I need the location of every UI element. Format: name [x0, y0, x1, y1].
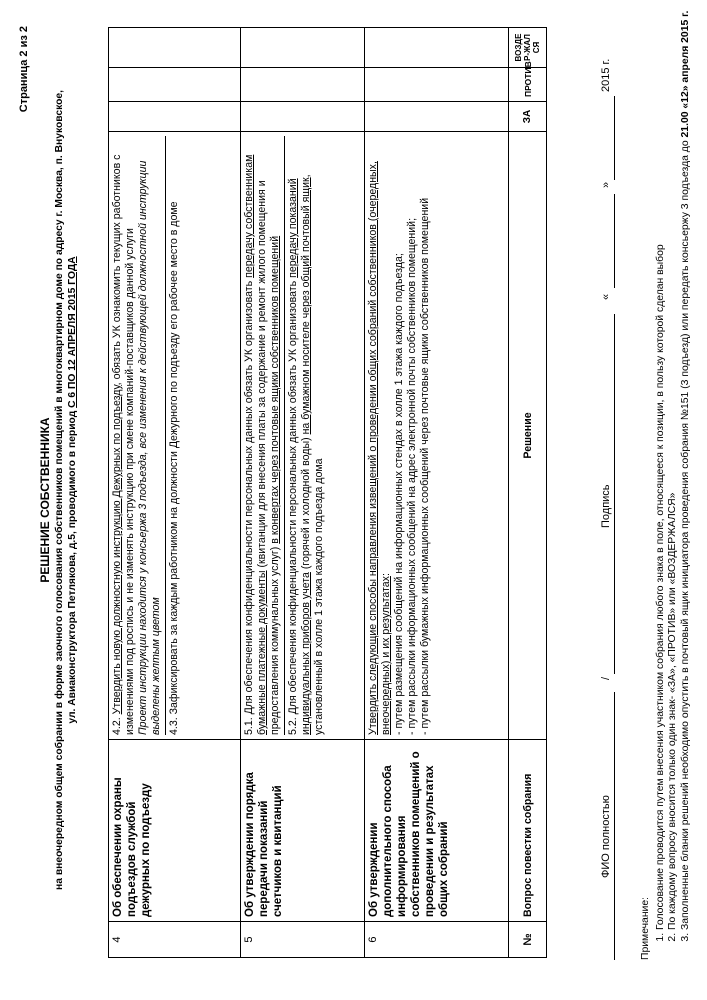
- decision-text-underlined: передачу показаний индивидуальных приборов учета: [287, 178, 312, 735]
- vote-box-za[interactable]: [241, 102, 365, 132]
- vote-box-protiv[interactable]: [365, 68, 509, 102]
- notes-section: [640, 11, 692, 960]
- page-title: РЕШЕНИЕ СОБСТВЕННИКА: [38, 417, 52, 583]
- row-number: 4: [109, 922, 241, 958]
- vote-box-vozd[interactable]: [109, 28, 241, 68]
- vote-box-protiv[interactable]: [109, 68, 241, 102]
- header-za: ЗА: [509, 102, 547, 132]
- notes-heading: Примечание:: [640, 896, 651, 960]
- decision-item: [367, 136, 393, 735]
- decision-bullet: - путем рассылки информационных сообщений на адрес электронной почты собственников помещений;: [406, 217, 418, 735]
- subtitle-line-1: на внеочередном общем собрании в форме заочного голосования собственников помещений в многоквартирном доме по адресу г. Москва, п. Внуковское,: [54, 90, 65, 890]
- question-cell: Об утверждении порядка передачи показаний счетчиков и квитанций: [241, 740, 365, 922]
- note-item: 2. По каждому вопросу вносится только один знак- «ЗА», «ПРОТИВ» или «ВОЗДЕРЖАЛСЯ»: [667, 11, 680, 930]
- decision-text: :: [380, 573, 392, 577]
- decision-text: , установленный в холле 1 этажа каждого подъезда дома: [300, 174, 325, 735]
- subtitle-address: ул. Авиаконструктора Петлякова, д.5, проводимого в период: [67, 407, 78, 724]
- header-decision: Решение: [509, 132, 547, 740]
- vote-box-za[interactable]: [365, 102, 509, 132]
- date-year: 2015 г.: [600, 58, 612, 92]
- note-item: 1. Голосование проводится путем внесения участником собрания любого знака в поле, относящееся к позиции, в пользу которой сделан выбор: [655, 11, 668, 930]
- decision-text: (квитанции для внесения платы за содержание и ремонт жилого помещения и предоставления коммунальных услуг): [256, 180, 281, 735]
- row-number: 5: [241, 922, 365, 958]
- decision-bullet: - путем рассылки бумажных информационных сообщений через почтовые ящики собственников помещений: [419, 197, 431, 735]
- decision-item: [287, 136, 328, 735]
- vote-box-vozd[interactable]: [241, 28, 365, 68]
- header-vozd: ВОЗДЕР-ЖАЛСЯ: [509, 28, 547, 68]
- decision-item: [243, 136, 285, 735]
- vote-box-vozd[interactable]: [365, 28, 509, 68]
- table-row: [241, 28, 365, 958]
- note-text: Заполненные бланки решений необходимо опустить в почтовый ящик инициатора проведения собрания №151 (3 подъезд) или передать консьержу 3 подъезда до: [679, 137, 691, 930]
- subtitle-line-2: [66, 40, 79, 940]
- decision-text-underlined: Утвердить следующие способы направления извещений о проведении общих собраний собственников (очередных, внеочередных) и их результатах: [367, 161, 392, 735]
- date-open-quote: «: [600, 293, 612, 300]
- voting-table: [108, 27, 547, 958]
- decision-text: (горячей и холодной воды): [300, 434, 312, 573]
- decision-text-underlined: Утвердить новую должностную инструкцию Дежурных по подъезду: [111, 385, 123, 715]
- signature-line[interactable]: [614, 314, 615, 674]
- decision-item: [111, 136, 166, 735]
- date-day-line[interactable]: [614, 194, 615, 288]
- decision-text-underlined: передачу собственникам бумажные платежные документы: [243, 154, 268, 735]
- subtitle-period: С 6 ПО 12 АПРЕЛЯ 2015 ГОДА: [67, 256, 78, 408]
- table-row: [109, 28, 241, 958]
- header-question: Вопрос повестки собрания: [509, 740, 547, 922]
- decision-text: 5.1. Для обеспечения конфиденциальности персональных данных обязать УК организовать: [243, 277, 255, 735]
- header-number: №: [509, 922, 547, 958]
- decision-text-underlined: на бумажном носителе через общий почтовый ящик: [300, 177, 312, 435]
- fio-line[interactable]: [614, 692, 615, 960]
- vote-box-protiv[interactable]: [241, 68, 365, 102]
- decision-text: 5.2. Для обеспечения конфиденциальности персональных данных обязать УК организовать: [287, 277, 299, 735]
- date-close-quote: »: [600, 181, 612, 188]
- note-item: [680, 11, 693, 930]
- header-protiv: ПРОТИВ: [509, 68, 547, 102]
- decision-item: 4.3. Зафиксировать за каждым работником на должности Дежурного по подъезду его рабочее место в доме: [168, 201, 180, 735]
- note-deadline: 21.00 «12» апреля 2015 г.: [679, 10, 691, 138]
- signature-slash: /: [600, 676, 612, 680]
- question-cell: Об обеспечении охраны подъездов службой дежурных по подъезду: [109, 740, 241, 922]
- decision-text-underlined: в конвертах через почтовые ящики собственников помещений: [269, 235, 281, 544]
- decision-bullet: - путем размещения сообщений на информационных стендах в холле 1 этажа каждого подъезда;: [393, 253, 405, 735]
- page-subtitle: [53, 40, 79, 940]
- signature-sign-label: Подпись: [600, 484, 612, 528]
- row-number: 6: [365, 922, 509, 958]
- vote-box-za[interactable]: [109, 102, 241, 132]
- decision-cell: [241, 132, 365, 740]
- decision-cell: [109, 132, 241, 740]
- page-number: Страница 2 из 2: [18, 26, 30, 113]
- decision-text: 4.2.: [111, 714, 123, 735]
- decision-text: , обязать УК ознакомить текущих работников с изменениями под роспись и не изменять инструкцию при смене компаний-поставщиков данной услуги: [111, 154, 136, 735]
- question-cell: Об утверждении дополнительного способа информирования собственников помещений о проведении и результатах общих собраний: [365, 740, 509, 922]
- table-header-row: [509, 28, 547, 958]
- notes-list: [655, 11, 693, 960]
- decision-cell: [365, 132, 509, 740]
- table-row: [365, 28, 509, 958]
- decision-note-italic: Проект инструкции находится у консьержа 3 подъезда, все изменения к действующей должностной инструкции выделены желтым цветом: [137, 160, 162, 735]
- date-month-line[interactable]: [614, 96, 615, 180]
- signature-fio-label: ФИО полностью: [600, 795, 612, 878]
